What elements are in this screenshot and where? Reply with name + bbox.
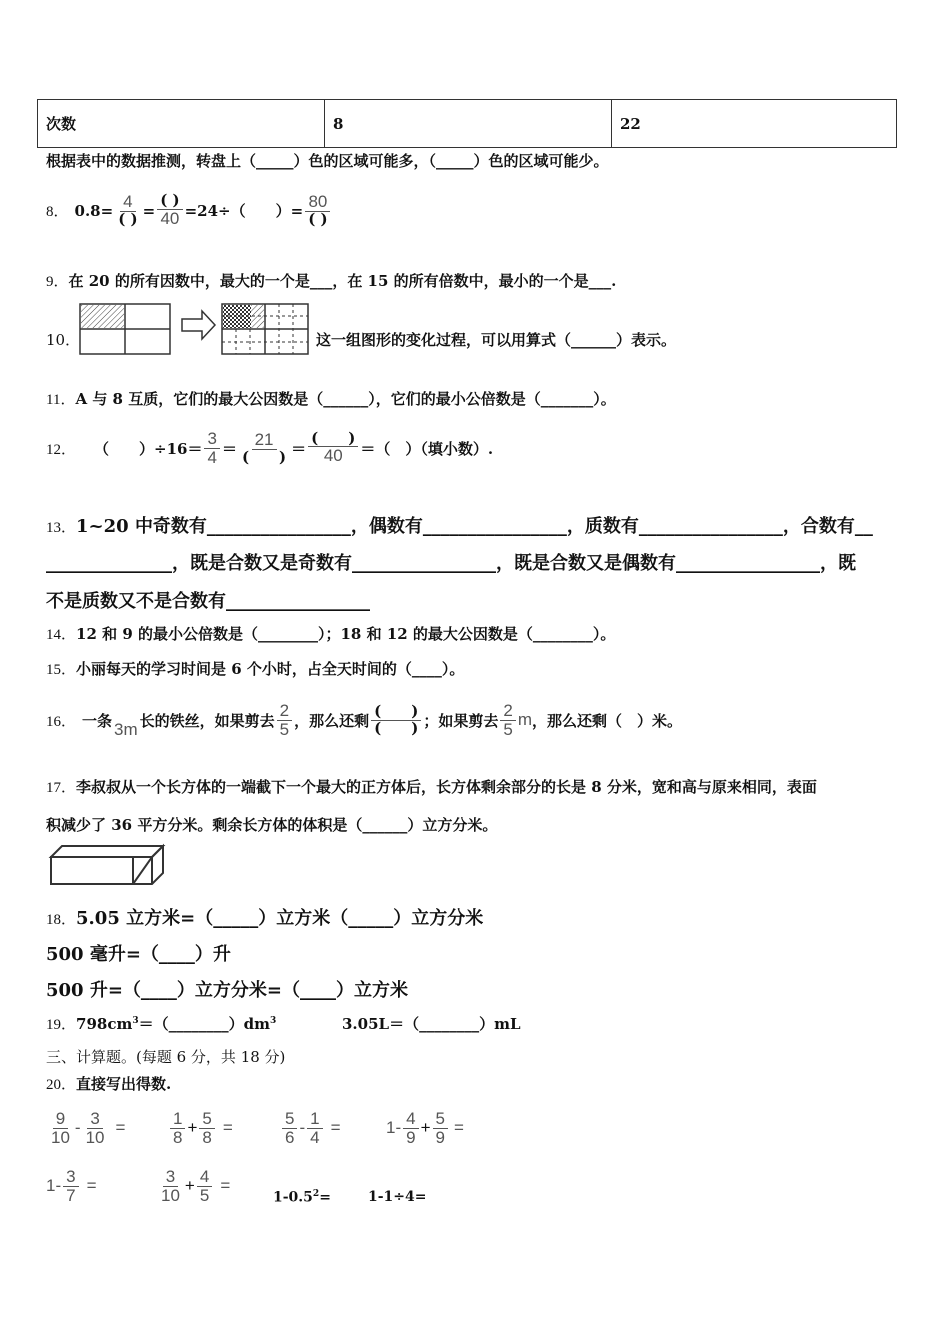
fraction: $\frac{2}{5}$: [500, 702, 515, 739]
expression-4: 1- $\frac{4}{9}$ + $\frac{5}{9}$ =: [386, 1108, 464, 1147]
question-14: 14．12 和 9 的最小公倍数是（________）；18 和 12 的最大公因数是（________）。: [46, 625, 616, 643]
fraction: $\frac{2}{5}$: [277, 702, 292, 739]
question-18-line-3: 500 升=（____）立方分米=（____）立方米: [46, 980, 409, 1001]
fraction: $\frac{3}{4}$: [204, 430, 219, 467]
expression-3: $\frac{5}{6}$ - $\frac{1}{4}$ =: [280, 1102, 341, 1154]
cuboid-figure: [48, 843, 168, 887]
q7-tail: 根据表中的数据推测，转盘上（_____）色的区域可能多，（_____）色的区域可能少。: [46, 152, 609, 170]
fraction: $\frac{( )}{40}$: [157, 193, 182, 228]
question-8: 8． 0.8= $\frac{4}{( )}$ = $\frac{( )}{40}$ =24÷（ ）= $\frac{80}{( )}$: [46, 183, 333, 238]
question-17-line-2: 积减少了 36 平方分米。剩余长方体的体积是（______）立方分米。: [46, 816, 498, 834]
fraction: $\frac{4}{( )}$: [118, 192, 138, 229]
count-table: [37, 99, 897, 148]
expression-7: $1-0.5^2=$: [273, 1189, 331, 1206]
fraction: $\frac{( )}{40}$: [308, 431, 358, 466]
expression-2: $\frac{1}{8}$ + $\frac{5}{8}$ =: [168, 1102, 233, 1154]
question-13-line-1: 13．1~20 中奇数有________________，偶数有________________，质数有________________，合数有__: [46, 516, 873, 537]
fraction: $\frac{21}{( )}$: [241, 429, 287, 466]
table-cell: 22: [612, 100, 897, 148]
question-12: 12． （ ）÷16＝ $\frac{3}{4}$ ＝ $\frac{21}{( )}$ ＝ $\frac{( )}{40}$ ＝（ ）（填小数）.: [46, 428, 494, 467]
question-16: 16． 一条 3m 长的铁丝，如果剪去 $\frac{2}{5}$ ，那么还剩 $\frac{( )}{( )}$ ；如果剪去 $\frac{2}{5}$ m ，那么还剩（ ）米。: [46, 700, 683, 739]
question-13-line-2: ______________，既是合数又是奇数有________________，既是合数又是偶数有________________，既: [46, 553, 856, 574]
question-19-part-b: 3.05L＝（________）mL: [342, 1015, 521, 1033]
section-3-heading: 三、计算题。(每题 6 分，共 18 分): [46, 1048, 286, 1066]
fraction: $\frac{80}{( )}$: [305, 193, 330, 228]
question-18-line-1: 18．5.05 立方米=（_____）立方米（_____）立方分米: [46, 908, 484, 929]
table-header-cell: 次数: [38, 100, 325, 148]
fraction: $\frac{( )}{( )}$: [371, 704, 421, 737]
expression-8: 1-1÷4=: [368, 1189, 427, 1205]
question-10-number: 10．: [46, 331, 81, 349]
question-17-line-1: 17．李叔叔从一个长方体的一端截下一个最大的正方体后，长方体剩余部分的长是 8 分米，宽和高与原来相同，表面: [46, 778, 817, 796]
grid-transformation-figure: [78, 303, 314, 357]
question-18-line-2: 500 毫升=（____）升: [46, 944, 231, 965]
expression-5: 1- $\frac{3}{7}$ =: [46, 1166, 97, 1205]
table-cell: 8: [325, 100, 612, 148]
question-11: 11．A 与 8 互质，它们的最大公因数是（______），它们的最小公倍数是（_______）。: [46, 390, 616, 408]
question-10-text: 这一组图形的变化过程，可以用算式（______）表示。: [316, 331, 677, 349]
question-20-title: 20．直接写出得数.: [46, 1075, 172, 1093]
question-9: 9．在 20 的所有因数中，最大的一个是___，在 15 的所有倍数中，最小的一个是___.: [46, 272, 617, 290]
expression-6: $\frac{3}{10}$ + $\frac{4}{5}$ =: [161, 1166, 231, 1205]
expression-1: $\frac{9}{10}$ - $\frac{3}{10}$ =: [51, 1108, 126, 1147]
question-19: 19．$798cm^3=(\_\_\_\_\_\_\_\_)dm^3$: [46, 1015, 277, 1033]
question-13-line-3: 不是质数又不是合数有________________: [46, 591, 370, 612]
question-15: 15．小丽每天的学习时间是 6 个小时，占全天时间的（____）。: [46, 660, 465, 678]
